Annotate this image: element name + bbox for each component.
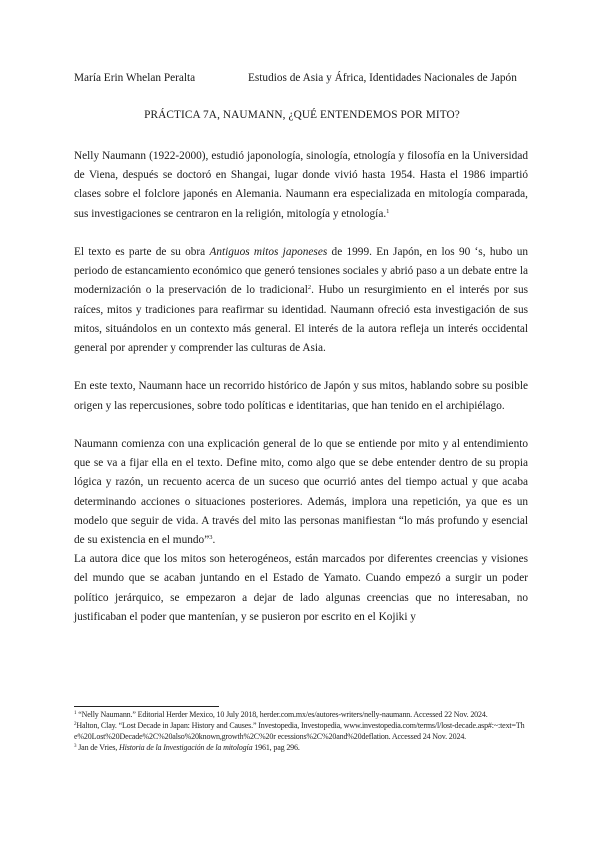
paragraph-5: La autora dice que los mitos son heterogéneos, están marcados por diferentes creencias y visiones del mundo que se acaban juntando en el Estado de Yamato. Cuando empezó a surgir un poder político jerárquico, se empezaron a dejar de lado algunas creencias que no interesaban, no justificaban el poder que mantenían, y se pusieron por escrito en el Kojiki y: [74, 553, 528, 623]
footnote-ref-2: 2: [307, 284, 312, 292]
footnote-ref-3: 3: [209, 534, 213, 542]
paragraph-gap: [74, 224, 528, 243]
paragraph-3: En este texto, Naumann hace un recorrido histórico de Japón y sus mitos, hablando sobre su posible origen y las repercusiones, sobre todo políticas e identitarias, que han tenido en el archipiélago.: [74, 380, 528, 412]
footnote-3: [74, 743, 530, 753]
footnote-text: “Nelly Naumann.” Editorial Herder Mexico, 10 July 2018, herder.com.mx/es/autores-writers/nelly-naumann. Accessed 22 Nov. 2024.: [76, 710, 488, 719]
paragraph-1: [74, 147, 528, 224]
footnote-1: [74, 710, 530, 720]
document-title: PRÁCTICA 7A, NAUMANN, ¿QUÉ ENTENDEMOS POR MITO?: [144, 109, 460, 121]
footnote-number: 3: [74, 744, 77, 750]
course-name: Estudios de Asia y África, Identidades Nacionales de Japón: [248, 72, 517, 84]
footnotes: [74, 710, 530, 755]
paragraph-text: . Hubo un resurgimiento en el interés por sus raíces, mitos y tradiciones para reafirmar su identidad. Naumann ofreció esta investigación de sus mitos, situándolos en un contexto más general. El interés de la autora refleja un interés occidental general por aprender y comprender las culturas de Asia.: [74, 284, 528, 355]
paragraph-text: de 1999. En Japón, en los 90 ‘s, hubo un periodo de estancamiento económico que generó tensiones sociales y abrió paso a un debate entre la modernización o la preservación de lo tradicional: [74, 246, 528, 297]
paragraph-gap: [74, 358, 528, 377]
footnote-text: Halton, Clay. “Lost Decade in Japan: History and Causes.” Investopedia, Investopedia, www.investopedia.com/terms/l/lost-decade.asp#:~:text=The%20Lost%20Decade%2C%20also%20known,growth%2C%20r ecessions%2C%20and%20deflation. Accessed 24 Nov. 2024.: [74, 721, 525, 741]
book-title: Antiguos mitos japoneses: [209, 246, 328, 258]
paragraph-text: .: [212, 534, 216, 547]
paragraph-text: Naumann comienza con una explicación general de lo que se entiende por mito y al entendimiento que se va a fijar ella en el texto. Define mito, como algo que se debe entender dentro de su propia lógica y razón, un recuento acerca de un suceso que ocurrió antes del tiempo actual y que acaba determinando acciones o situaciones posteriores. Además, implora una repetición, ya que es un modelo que seguir de vida. A través del mito las personas manifiestan “lo más profundo y esencial de su existencia en el mundo”: [74, 438, 528, 547]
footnote-separator: [74, 706, 219, 707]
paragraph-4: [74, 435, 528, 550]
footnote-text: Jan de Vries,: [76, 743, 120, 753]
paragraph-gap: [74, 416, 528, 435]
footnote-ref-1: 1: [386, 207, 390, 215]
paragraph-2: [74, 243, 528, 358]
footnote-number: 1: [74, 711, 77, 716]
footnote-number: 2: [74, 722, 77, 728]
author-name: María Erin Whelan Peralta: [74, 72, 196, 84]
paragraph-text: El texto es parte de su obra: [74, 246, 210, 258]
document-body: [74, 147, 528, 627]
footnote-2: [74, 721, 530, 742]
paragraph-text: Nelly Naumann (1922-2000), estudió japonología, sinología, etnología y filosofía en la Universidad de Viena, después se doctoró en Shangai, lugar donde vivió hasta 1954. Hasta el 1986 impartió clases sobre el folclore japonés en Alemania. Naumann era especializada en mitología comparada, sus investigaciones se centraron en la religión, mitología y etnología.: [74, 150, 528, 220]
footnote-text: 1961, pag 296.: [252, 743, 300, 753]
cited-work-title: Historia de la Investigación de la mitología: [119, 743, 253, 753]
